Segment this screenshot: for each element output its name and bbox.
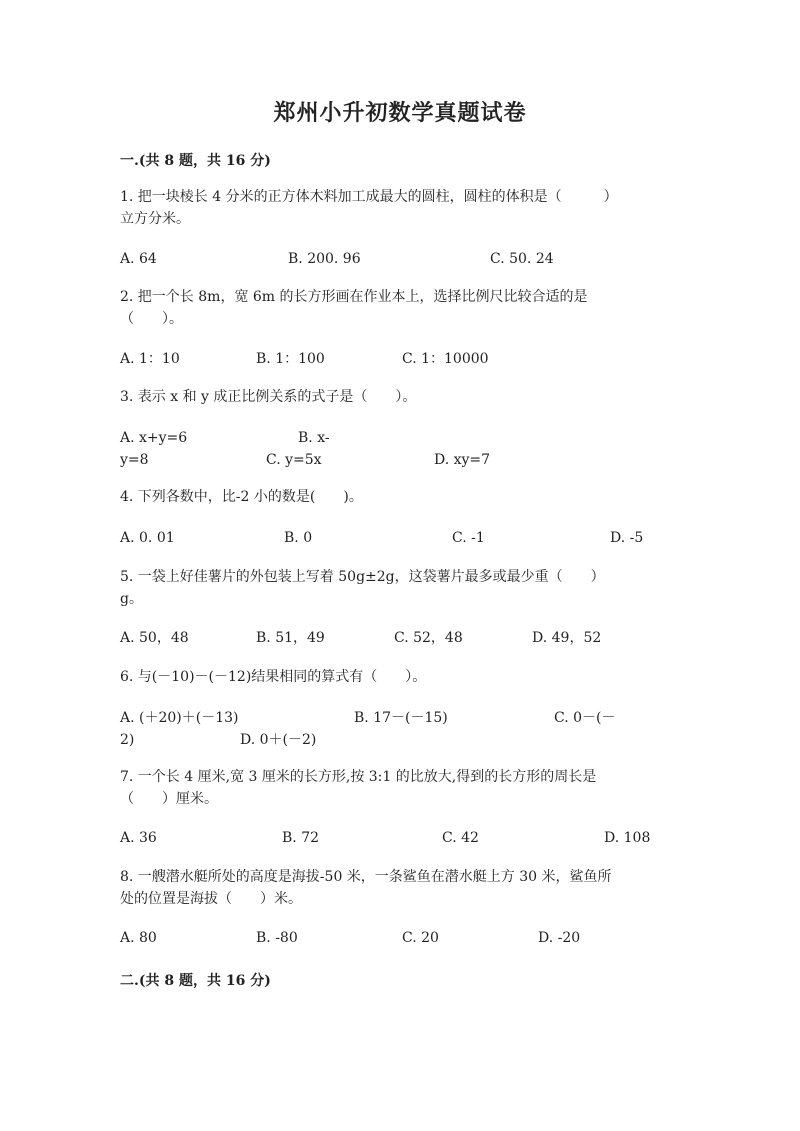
page-title: 郑州小升初数学真题试卷 [273, 100, 527, 126]
option-c: C. 0－(－ [554, 710, 616, 726]
option-a: A. 1：10 [120, 351, 180, 367]
option-c: C. 52，48 [394, 630, 463, 646]
question-4 [120, 486, 680, 508]
option-a: A. 80 [120, 930, 157, 946]
option-a: A. 64 [120, 251, 157, 267]
question-8-options [120, 927, 680, 949]
question-6 [120, 666, 680, 688]
question-3-options [120, 427, 680, 471]
question-3 [120, 386, 680, 408]
option-c: C. 42 [442, 830, 479, 846]
question-5-options [120, 627, 680, 649]
option-a: A. 0. 01 [120, 530, 175, 546]
question-8-line-2: 处的位置是海拔（ ）米。 [120, 891, 302, 907]
option-a: A. (＋20)＋(－13) [120, 710, 239, 726]
question-7-options [120, 827, 680, 849]
option-b: B. -80 [256, 930, 298, 946]
question-5-line-1: 5. 一袋上好佳薯片的外包装上写着 50g±2g，这袋薯片最多或最少重（ ） [120, 569, 605, 585]
option-d: D. 49，52 [532, 630, 602, 646]
option-d: D. 0＋(－2) [240, 732, 317, 748]
option-c: C. -1 [452, 530, 485, 546]
question-1-line-2: 立方分米。 [120, 211, 190, 227]
question-4-options [120, 527, 680, 549]
option-a: A. 50，48 [120, 630, 189, 646]
question-2-line-1: 2. 把一个长 8m，宽 6m 的长方形画在作业本上，选择比例尺比较合适的是 [120, 289, 588, 305]
option-b-wrap: y=8 [120, 452, 149, 468]
option-c-wrap: 2) [120, 732, 135, 748]
option-b: B. 72 [282, 830, 320, 846]
option-c: C. 50. 24 [490, 251, 554, 267]
option-b: B. 17－(－15) [354, 710, 448, 726]
question-6-line-1: 6. 与(－10)－(－12)结果相同的算式有（ ）。 [120, 669, 427, 685]
option-b: B. 1：100 [256, 351, 325, 367]
question-5-line-2: g。 [120, 591, 143, 607]
question-1-options [120, 248, 680, 270]
question-2 [120, 286, 680, 330]
question-7 [120, 766, 680, 810]
question-4-line-1: 4. 下列各数中，比-2 小的数是( )。 [120, 489, 363, 505]
question-1-line-1: 1. 把一块棱长 4 分米的正方体木料加工成最大的圆柱，圆柱的体积是（ ） [120, 189, 618, 205]
question-7-line-1: 7. 一个长 4 厘米,宽 3 厘米的长方形,按 3:1 的比放大,得到的长方形的周长是 [120, 769, 597, 785]
option-a: A. 36 [120, 830, 157, 846]
option-d: D. -20 [538, 930, 581, 946]
option-b: B. 0 [284, 530, 313, 546]
question-2-options [120, 348, 680, 370]
option-a: A. x+y=6 [120, 430, 188, 446]
question-8 [120, 866, 680, 910]
question-3-line-1: 3. 表示 x 和 y 成正比例关系的式子是（ ）。 [120, 389, 417, 405]
question-6-options [120, 707, 680, 751]
option-b: B. x- [298, 430, 330, 446]
option-b: B. 51，49 [256, 630, 325, 646]
section-1-heading: 一.(共 8 题，共 16 分) [120, 153, 271, 169]
question-7-line-2: （ ）厘米。 [120, 791, 218, 807]
question-2-line-2: （ ）。 [120, 311, 183, 327]
question-1 [120, 186, 680, 230]
question-8-line-1: 8. 一艘潜水艇所处的高度是海拔-50 米，一条鲨鱼在潜水艇上方 30 米，鲨鱼所 [120, 869, 612, 885]
option-c: C. 20 [402, 930, 439, 946]
option-c: C. 1：10000 [402, 351, 489, 367]
question-5 [120, 566, 680, 610]
option-d: D. 108 [604, 830, 651, 846]
section-2-heading: 二.(共 8 题，共 16 分) [120, 973, 271, 989]
option-b: B. 200. 96 [288, 251, 361, 267]
option-d: D. xy=7 [434, 452, 491, 468]
option-c: C. y=5x [266, 452, 322, 468]
option-d: D. -5 [610, 530, 644, 546]
